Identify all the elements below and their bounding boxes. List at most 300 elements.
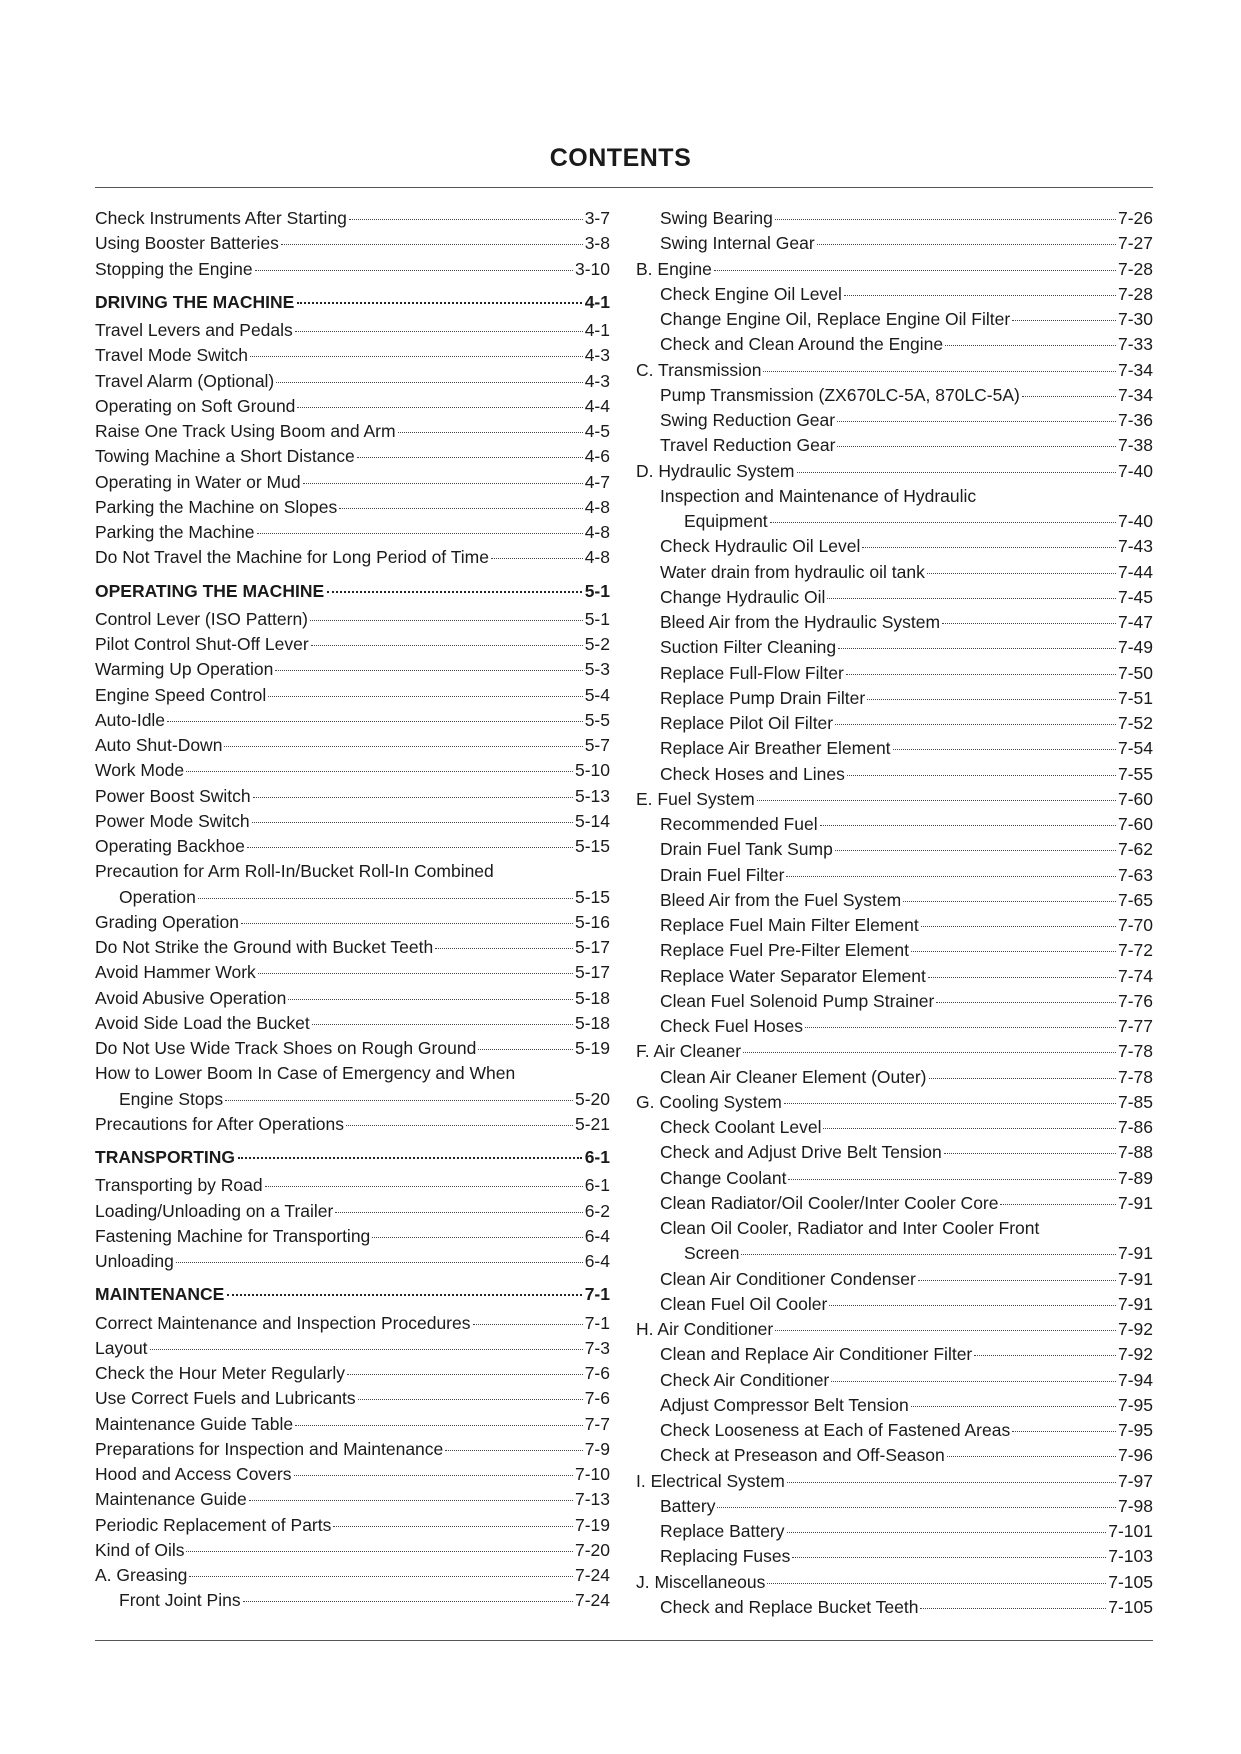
toc-entry-adjust-compressor-belt-tension[interactable]: [636, 1393, 1153, 1418]
toc-entry-check-and-replace-bucket-teeth[interactable]: [636, 1595, 1153, 1620]
toc-entry-avoid-side-load-the-bucket[interactable]: [95, 1011, 610, 1036]
toc-entry-check-and-clean-around-the-engine[interactable]: [636, 332, 1153, 357]
toc-entry-title: Clean Air Conditioner Condenser: [660, 1268, 916, 1289]
dot-leader: [265, 1172, 583, 1188]
toc-entry-title: Avoid Side Load the Bucket: [95, 1012, 310, 1033]
dot-leader: [862, 533, 1116, 549]
dot-leader: [717, 1492, 1116, 1508]
toc-entry-suction-filter-cleaning[interactable]: [636, 635, 1153, 660]
toc-entry-check-coolant-level[interactable]: [636, 1115, 1153, 1140]
toc-entry-work-mode[interactable]: [95, 758, 610, 783]
toc-entry-check-and-adjust-drive-belt-tension[interactable]: [636, 1140, 1153, 1165]
toc-page-number: 5-13: [574, 785, 610, 806]
toc-entry-grading-operation[interactable]: [95, 910, 610, 935]
toc-page-number: 4-6: [584, 446, 610, 467]
toc-entry-i-electrical-system[interactable]: [636, 1469, 1153, 1494]
dot-leader: [297, 392, 582, 408]
toc-entry-title: Battery: [660, 1495, 716, 1516]
toc-entry-title: Engine Stops: [119, 1088, 224, 1109]
toc-entry-title: Work Mode: [95, 760, 185, 781]
dot-leader: [333, 1511, 573, 1527]
toc-entry-power-mode-switch[interactable]: [95, 809, 610, 834]
toc-entry-bleed-air-from-the-hydraulic-system[interactable]: [636, 610, 1153, 635]
dot-leader: [303, 468, 583, 484]
toc-section-operating-the-machine[interactable]: [95, 579, 610, 604]
toc-entry-title: Check Hydraulic Oil Level: [660, 536, 861, 557]
toc-entry-title: J. Miscellaneous: [636, 1571, 766, 1592]
toc-entry-recommended-fuel[interactable]: [636, 812, 1153, 837]
toc-entry-water-drain-from-hydraulic-oil-tank[interactable]: [636, 560, 1153, 585]
toc-entry-title: Check and Clean Around the Engine: [660, 334, 944, 355]
dot-leader: [339, 493, 582, 509]
toc-page-number: 7-70: [1117, 915, 1153, 935]
dot-leader: [1022, 381, 1116, 397]
toc-entry-title: Layout: [95, 1337, 148, 1358]
toc-entry-title: Clean Air Cleaner Element (Outer): [660, 1066, 927, 1087]
dot-leader: [944, 1139, 1116, 1155]
toc-page-number: 5-16: [574, 911, 610, 932]
toc-page-number: 7-54: [1117, 738, 1153, 759]
dot-leader: [775, 204, 1116, 220]
toc-entry-title: Check Coolant Level: [660, 1117, 822, 1137]
toc-page-number: 7-91: [1117, 1243, 1153, 1264]
toc-entry-title: Operating Backhoe: [95, 836, 245, 856]
toc-page-number: 7-36: [1117, 410, 1153, 430]
toc-entry-g-cooling-system[interactable]: [636, 1090, 1153, 1115]
toc-page-number: 7-20: [574, 1539, 610, 1560]
dot-leader: [918, 1265, 1116, 1281]
toc-page-number: 7-94: [1117, 1369, 1153, 1390]
toc-page-number: 5-15: [574, 836, 610, 856]
toc-page-number: 4-1: [584, 291, 610, 312]
toc-entry-check-engine-oil-level[interactable]: [636, 282, 1153, 307]
dot-leader: [837, 406, 1116, 422]
toc-section-maintenance[interactable]: [95, 1282, 610, 1307]
toc-entry-h-air-conditioner[interactable]: [636, 1317, 1153, 1342]
toc-entry-title: Travel Alarm (Optional): [95, 370, 275, 391]
toc-page-number: 6-1: [584, 1175, 610, 1196]
toc-page-number: 7-77: [1117, 1016, 1153, 1036]
dot-leader: [831, 1366, 1116, 1382]
toc-page-number: 7-26: [1117, 208, 1153, 228]
toc-page-number: 7-40: [1117, 460, 1153, 481]
dot-leader: [295, 316, 583, 332]
toc-section-transporting[interactable]: [95, 1145, 610, 1170]
dot-leader: [763, 356, 1116, 372]
dot-leader: [253, 782, 573, 798]
dot-leader: [252, 807, 573, 823]
top-rule: [95, 187, 1153, 188]
toc-entry-clean-and-replace-air-conditioner-filter[interactable]: [636, 1342, 1153, 1367]
toc-entry-c-transmission[interactable]: [636, 358, 1153, 383]
dot-leader: [787, 1517, 1107, 1533]
toc-entry-check-fuel-hoses[interactable]: [636, 1014, 1153, 1039]
dot-leader: [1012, 305, 1116, 321]
toc-entry-operating-in-water-or-mud[interactable]: [95, 470, 610, 495]
dot-leader: [225, 1085, 573, 1101]
toc-page-number: 5-2: [584, 634, 610, 654]
toc-entry-warming-up-operation[interactable]: [95, 657, 610, 682]
toc-entry-f-air-cleaner[interactable]: [636, 1039, 1153, 1064]
toc-entry-title: Operating in Water or Mud: [95, 471, 301, 492]
toc-entry-title: Check and Replace Bucket Teeth: [660, 1596, 919, 1617]
toc-entry-replace-pump-drain-filter[interactable]: [636, 686, 1153, 711]
toc-entry-auto-idle[interactable]: [95, 708, 610, 733]
dot-leader: [947, 1442, 1116, 1458]
toc-entry-transporting-by-road[interactable]: [95, 1173, 610, 1198]
toc-entry-operation[interactable]: [95, 885, 610, 910]
toc-entry-title: Preparations for Inspection and Maintenance: [95, 1438, 444, 1459]
toc-entry-change-engine-oil-replace-engine-oil-fil[interactable]: [636, 307, 1153, 332]
toc-entry-title: Replace Pump Drain Filter: [660, 687, 866, 708]
toc-entry-title: Drain Fuel Filter: [660, 864, 785, 885]
toc-entry-b-engine[interactable]: [636, 257, 1153, 282]
toc-entry-replacing-fuses[interactable]: [636, 1544, 1153, 1569]
toc-entry-title: Travel Reduction Gear: [660, 435, 836, 456]
toc-page-number: 7-7: [584, 1413, 610, 1434]
toc-page-number: 7-6: [584, 1363, 610, 1383]
toc-page-number: 7-13: [574, 1489, 610, 1510]
toc-entry-clean-air-conditioner-condenser[interactable]: [636, 1267, 1153, 1292]
toc-entry-travel-levers-and-pedals[interactable]: [95, 318, 610, 343]
toc-entry-e-fuel-system[interactable]: [636, 787, 1153, 812]
dot-leader: [797, 457, 1116, 473]
toc-page-number: 7-101: [1108, 1521, 1153, 1541]
toc-entry-title: Operation: [119, 886, 196, 907]
toc-entry-title: Engine Speed Control: [95, 684, 267, 705]
dot-leader: [837, 432, 1116, 448]
toc-entry-engine-speed-control[interactable]: [95, 683, 610, 708]
toc-entry-inspection-and-maintenance-of-hydraulic[interactable]: [636, 484, 1153, 509]
dot-leader: [198, 883, 573, 899]
dot-leader: [1012, 1416, 1116, 1432]
toc-entry-check-air-conditioner[interactable]: [636, 1368, 1153, 1393]
toc-page-number: 7-40: [1117, 511, 1153, 531]
dot-leader: [295, 1410, 583, 1426]
toc-entry-check-hoses-and-lines[interactable]: [636, 762, 1153, 787]
toc-page-number: 5-18: [574, 1012, 610, 1033]
toc-entry-maintenance-guide[interactable]: [95, 1487, 610, 1512]
dot-leader: [167, 706, 583, 722]
dot-leader: [224, 731, 582, 747]
toc-entry-title: Precaution for Arm Roll-In/Bucket Roll-In Combined: [95, 861, 494, 882]
toc-entry-title: Parking the Machine on Slopes: [95, 496, 338, 517]
toc-page-number: 7-30: [1117, 309, 1153, 329]
toc-entry-loading-unloading-on-a-trailer[interactable]: [95, 1199, 610, 1224]
dot-leader: [921, 911, 1116, 927]
toc-entry-clean-oil-cooler-radiator-and-inter-cool[interactable]: [636, 1216, 1153, 1241]
toc-entry-title: Clean Fuel Oil Cooler: [660, 1293, 828, 1314]
toc-entry-pilot-control-shut-off-lever[interactable]: [95, 632, 610, 657]
toc-page-number: 5-18: [574, 987, 610, 1008]
toc-entry-replace-full-flow-filter[interactable]: [636, 661, 1153, 686]
toc-page-number: 4-1: [584, 320, 610, 340]
toc-entry-check-hydraulic-oil-level[interactable]: [636, 534, 1153, 559]
toc-entry-engine-stops[interactable]: [95, 1087, 610, 1112]
toc-entry-title: Screen: [684, 1243, 740, 1264]
toc-page-number: 7-76: [1117, 990, 1153, 1011]
toc-entry-travel-reduction-gear[interactable]: [636, 433, 1153, 458]
toc-page-number: 6-2: [584, 1200, 610, 1221]
toc-entry-title: Replace Full-Flow Filter: [660, 662, 844, 683]
dot-leader: [491, 544, 583, 560]
toc-entry-replace-pilot-oil-filter[interactable]: [636, 711, 1153, 736]
dot-leader: [805, 1012, 1116, 1028]
toc-page-number: 7-63: [1117, 864, 1153, 885]
toc-entry-swing-bearing[interactable]: [636, 206, 1153, 231]
toc-entry-clean-fuel-solenoid-pump-strainer[interactable]: [636, 989, 1153, 1014]
toc-page-number: 5-17: [574, 962, 610, 983]
toc-entry-a-greasing[interactable]: [95, 1563, 610, 1588]
toc-page-number: 6-1: [584, 1147, 610, 1167]
toc-entry-title: MAINTENANCE: [95, 1284, 225, 1305]
dot-leader: [310, 605, 583, 621]
toc-entry-control-lever-iso-pattern[interactable]: [95, 607, 610, 632]
toc-entry-title: Kind of Oils: [95, 1539, 185, 1560]
toc-page-number: 7-62: [1117, 839, 1153, 860]
dot-leader: [911, 937, 1116, 953]
dot-leader: [786, 861, 1115, 877]
toc-entry-title: Warming Up Operation: [95, 659, 274, 680]
dot-leader: [770, 507, 1116, 523]
toc-page-number: 7-47: [1117, 612, 1153, 632]
dot-leader: [820, 810, 1116, 826]
toc-page-number: 7-27: [1117, 233, 1153, 254]
toc-entry-title: Replacing Fuses: [660, 1546, 791, 1567]
toc-entry-title: Replace Battery: [660, 1521, 785, 1541]
page-title: CONTENTS: [549, 144, 692, 172]
toc-entry-precaution-for-arm-roll-in-bucket-roll-i[interactable]: [95, 859, 610, 884]
dot-leader: [358, 1385, 583, 1401]
toc-page-number: 7-60: [1117, 788, 1153, 809]
toc-entry-title: Auto-Idle: [95, 709, 166, 730]
toc-entry-title: Replace Air Breather Element: [660, 738, 891, 759]
toc-entry-title: Equipment: [684, 511, 768, 531]
toc-entry-change-coolant[interactable]: [636, 1166, 1153, 1191]
toc-entry-replace-battery[interactable]: [636, 1519, 1153, 1544]
toc-page-number: 4-5: [584, 421, 610, 441]
toc-entry-clean-fuel-oil-cooler[interactable]: [636, 1292, 1153, 1317]
toc-entry-replace-air-breather-element[interactable]: [636, 736, 1153, 761]
toc-page-number: 7-51: [1117, 687, 1153, 708]
toc-entry-preparations-for-inspection-and-maintena[interactable]: [95, 1437, 610, 1462]
toc-entry-title: TRANSPORTING: [95, 1147, 235, 1167]
toc-entry-check-instruments-after-starting[interactable]: [95, 206, 610, 231]
toc-entry-equipment[interactable]: [636, 509, 1153, 534]
toc-entry-title: Use Correct Fuels and Lubricants: [95, 1388, 356, 1409]
toc-entry-title: D. Hydraulic System: [636, 460, 795, 481]
toc-entry-title: Replace Pilot Oil Filter: [660, 713, 834, 733]
dot-leader: [838, 634, 1116, 650]
toc-page-number: 6-4: [584, 1225, 610, 1246]
dot-leader: [928, 962, 1116, 978]
toc-page-number: 5-17: [574, 937, 610, 957]
toc-page-number: 7-88: [1117, 1142, 1153, 1163]
dot-leader: [241, 908, 573, 924]
toc-entry-check-looseness-at-each-of-fastened-area[interactable]: [636, 1418, 1153, 1443]
toc-entry-do-not-strike-the-ground-with-bucket-tee[interactable]: [95, 935, 610, 960]
toc-entry-raise-one-track-using-boom-and-arm[interactable]: [95, 419, 610, 444]
dot-leader: [788, 1164, 1115, 1180]
toc-entry-title: Do Not Strike the Ground with Bucket Teeth: [95, 937, 434, 957]
toc-entry-title: Suction Filter Cleaning: [660, 637, 837, 658]
toc-page-number: 4-3: [584, 345, 610, 366]
dot-leader: [312, 1009, 573, 1025]
toc-entry-title: Hood and Access Covers: [95, 1464, 292, 1484]
toc-entry-title: H. Air Conditioner: [636, 1319, 774, 1339]
dot-leader: [847, 760, 1116, 776]
toc-entry-unloading[interactable]: [95, 1249, 610, 1274]
dot-leader: [186, 757, 573, 773]
toc-page-number: 7-72: [1117, 940, 1153, 961]
toc-page-number: 7-95: [1117, 1420, 1153, 1440]
toc-entry-stopping-the-engine[interactable]: [95, 257, 610, 282]
toc-page-number: 7-98: [1117, 1495, 1153, 1516]
dot-leader: [920, 1593, 1106, 1609]
dot-leader: [846, 659, 1116, 675]
toc-entry-layout[interactable]: [95, 1336, 610, 1361]
dot-leader: [743, 1038, 1116, 1054]
toc-entry-hood-and-access-covers[interactable]: [95, 1462, 610, 1487]
toc-entry-avoid-hammer-work[interactable]: [95, 960, 610, 985]
toc-entry-periodic-replacement-of-parts[interactable]: [95, 1513, 610, 1538]
toc-entry-title: Drain Fuel Tank Sump: [660, 839, 833, 860]
toc-entry-drain-fuel-filter[interactable]: [636, 863, 1153, 888]
toc-entry-title: How to Lower Boom In Case of Emergency and When: [95, 1063, 516, 1084]
toc-entry-parking-the-machine-on-slopes[interactable]: [95, 495, 610, 520]
dot-leader: [257, 518, 583, 534]
toc-entry-bleed-air-from-the-fuel-system[interactable]: [636, 888, 1153, 913]
toc-entry-fastening-machine-for-transporting[interactable]: [95, 1224, 610, 1249]
toc-page-number: 6-4: [584, 1251, 610, 1271]
toc-page-number: 7-33: [1117, 334, 1153, 355]
toc-entry-clean-radiator-oil-cooler-inter-cooler-c[interactable]: [636, 1191, 1153, 1216]
toc-page-number: 4-4: [584, 395, 610, 416]
toc-page-number: 7-52: [1117, 713, 1153, 733]
toc-page-number: 5-21: [574, 1113, 610, 1134]
toc-entry-maintenance-guide-table[interactable]: [95, 1412, 610, 1437]
toc-entry-title: Change Engine Oil, Replace Engine Oil Filter: [660, 309, 1011, 329]
toc-entry-title: F. Air Cleaner: [636, 1041, 742, 1062]
toc-page-number: 5-1: [584, 580, 610, 601]
toc-entry-replace-fuel-main-filter-element[interactable]: [636, 913, 1153, 938]
dot-leader: [347, 1359, 583, 1375]
toc-entry-title: Control Lever (ISO Pattern): [95, 608, 308, 629]
toc-page-number: 7-89: [1117, 1167, 1153, 1188]
toc-entry-title: Precautions for After Operations: [95, 1113, 345, 1134]
toc-entry-drain-fuel-tank-sump[interactable]: [636, 837, 1153, 862]
dot-leader: [757, 785, 1116, 801]
dot-leader: [911, 1391, 1116, 1407]
dot-leader: [823, 1113, 1115, 1129]
toc-entry-using-booster-batteries[interactable]: [95, 231, 610, 256]
toc-page-number: 5-5: [584, 709, 610, 730]
toc-entry-title: Power Boost Switch: [95, 785, 251, 806]
toc-entry-correct-maintenance-and-inspection-proce[interactable]: [95, 1311, 610, 1336]
dot-leader: [817, 230, 1116, 246]
toc-entry-screen[interactable]: [636, 1241, 1153, 1266]
toc-entry-replace-water-separator-element[interactable]: [636, 964, 1153, 989]
toc-page-number: 7-78: [1117, 1066, 1153, 1087]
dot-leader: [398, 417, 583, 433]
toc-entry-pump-transmission-zx670lc-5a-870lc-5a[interactable]: [636, 383, 1153, 408]
dot-leader: [357, 443, 583, 459]
toc-entry-operating-on-soft-ground[interactable]: [95, 394, 610, 419]
toc-entry-title: Auto Shut-Down: [95, 735, 223, 755]
toc-entry-title: I. Electrical System: [636, 1470, 785, 1491]
toc-page-number: 3-8: [584, 233, 610, 254]
toc-entry-j-miscellaneous[interactable]: [636, 1570, 1153, 1595]
toc-page-number: 4-8: [584, 522, 610, 542]
toc-entry-travel-mode-switch[interactable]: [95, 343, 610, 368]
dot-leader: [258, 959, 573, 975]
toc-page-number: 7-55: [1117, 763, 1153, 784]
toc-entry-swing-reduction-gear[interactable]: [636, 408, 1153, 433]
toc-entry-title: Bleed Air from the Fuel System: [660, 889, 902, 910]
toc-entry-title: Swing Bearing: [660, 208, 773, 228]
toc-entry-battery[interactable]: [636, 1494, 1153, 1519]
dot-leader: [829, 1290, 1116, 1306]
toc-entry-kind-of-oils[interactable]: [95, 1538, 610, 1563]
toc-entry-front-joint-pins[interactable]: [95, 1588, 610, 1613]
toc-entry-use-correct-fuels-and-lubricants[interactable]: [95, 1386, 610, 1411]
toc-entry-title: Travel Levers and Pedals: [95, 320, 293, 340]
toc-entry-precautions-for-after-operations[interactable]: [95, 1112, 610, 1137]
dot-leader: [767, 1568, 1106, 1584]
toc-entry-avoid-abusive-operation[interactable]: [95, 986, 610, 1011]
toc-page-number: 5-3: [584, 659, 610, 680]
toc-entry-check-the-hour-meter-regularly[interactable]: [95, 1361, 610, 1386]
toc-entry-operating-backhoe[interactable]: [95, 834, 610, 859]
toc-page-number: 4-7: [584, 471, 610, 492]
toc-entry-travel-alarm-optional[interactable]: [95, 369, 610, 394]
toc-entry-title: G. Cooling System: [636, 1091, 782, 1112]
dot-leader: [974, 1341, 1116, 1357]
toc-page-number: 7-91: [1117, 1192, 1153, 1213]
toc-page-number: 7-10: [574, 1464, 610, 1484]
toc-entry-change-hydraulic-oil[interactable]: [636, 585, 1153, 610]
toc-entry-title: Unloading: [95, 1251, 174, 1271]
toc-entry-parking-the-machine[interactable]: [95, 520, 610, 545]
toc-entry-power-boost-switch[interactable]: [95, 784, 610, 809]
toc-entry-clean-air-cleaner-element-outer[interactable]: [636, 1065, 1153, 1090]
toc-entry-title: Do Not Travel the Machine for Long Period of Time: [95, 547, 489, 568]
toc-entry-replace-fuel-pre-filter-element[interactable]: [636, 938, 1153, 963]
toc-page-number: 5-19: [574, 1038, 610, 1058]
toc-entry-title: Maintenance Guide: [95, 1489, 247, 1510]
toc-entry-auto-shut-down[interactable]: [95, 733, 610, 758]
toc-entry-do-not-use-wide-track-shoes-on-rough-gro[interactable]: [95, 1036, 610, 1061]
toc-entry-how-to-lower-boom-in-case-of-emergency-a[interactable]: [95, 1061, 610, 1086]
toc-page-number: 7-43: [1117, 536, 1153, 557]
toc-section-driving-the-machine[interactable]: [95, 290, 610, 315]
toc-entry-swing-internal-gear[interactable]: [636, 231, 1153, 256]
toc-entry-do-not-travel-the-machine-for-long-perio[interactable]: [95, 545, 610, 570]
toc-entry-title: Bleed Air from the Hydraulic System: [660, 612, 941, 632]
dot-leader: [288, 984, 573, 1000]
toc-entry-title: Clean Oil Cooler, Radiator and Inter Cooler Front: [660, 1218, 1040, 1238]
toc-page-number: 7-85: [1117, 1091, 1153, 1112]
dot-leader: [1000, 1189, 1115, 1205]
toc-page-number: 7-38: [1117, 435, 1153, 456]
toc-page-number: 7-3: [584, 1337, 610, 1358]
toc-page-number: 5-10: [574, 760, 610, 781]
toc-entry-d-hydraulic-system[interactable]: [636, 459, 1153, 484]
dot-leader: [186, 1536, 572, 1552]
toc-entry-check-at-preseason-and-off-season[interactable]: [636, 1443, 1153, 1468]
toc-entry-towing-machine-a-short-distance[interactable]: [95, 444, 610, 469]
dot-leader: [942, 608, 1116, 624]
